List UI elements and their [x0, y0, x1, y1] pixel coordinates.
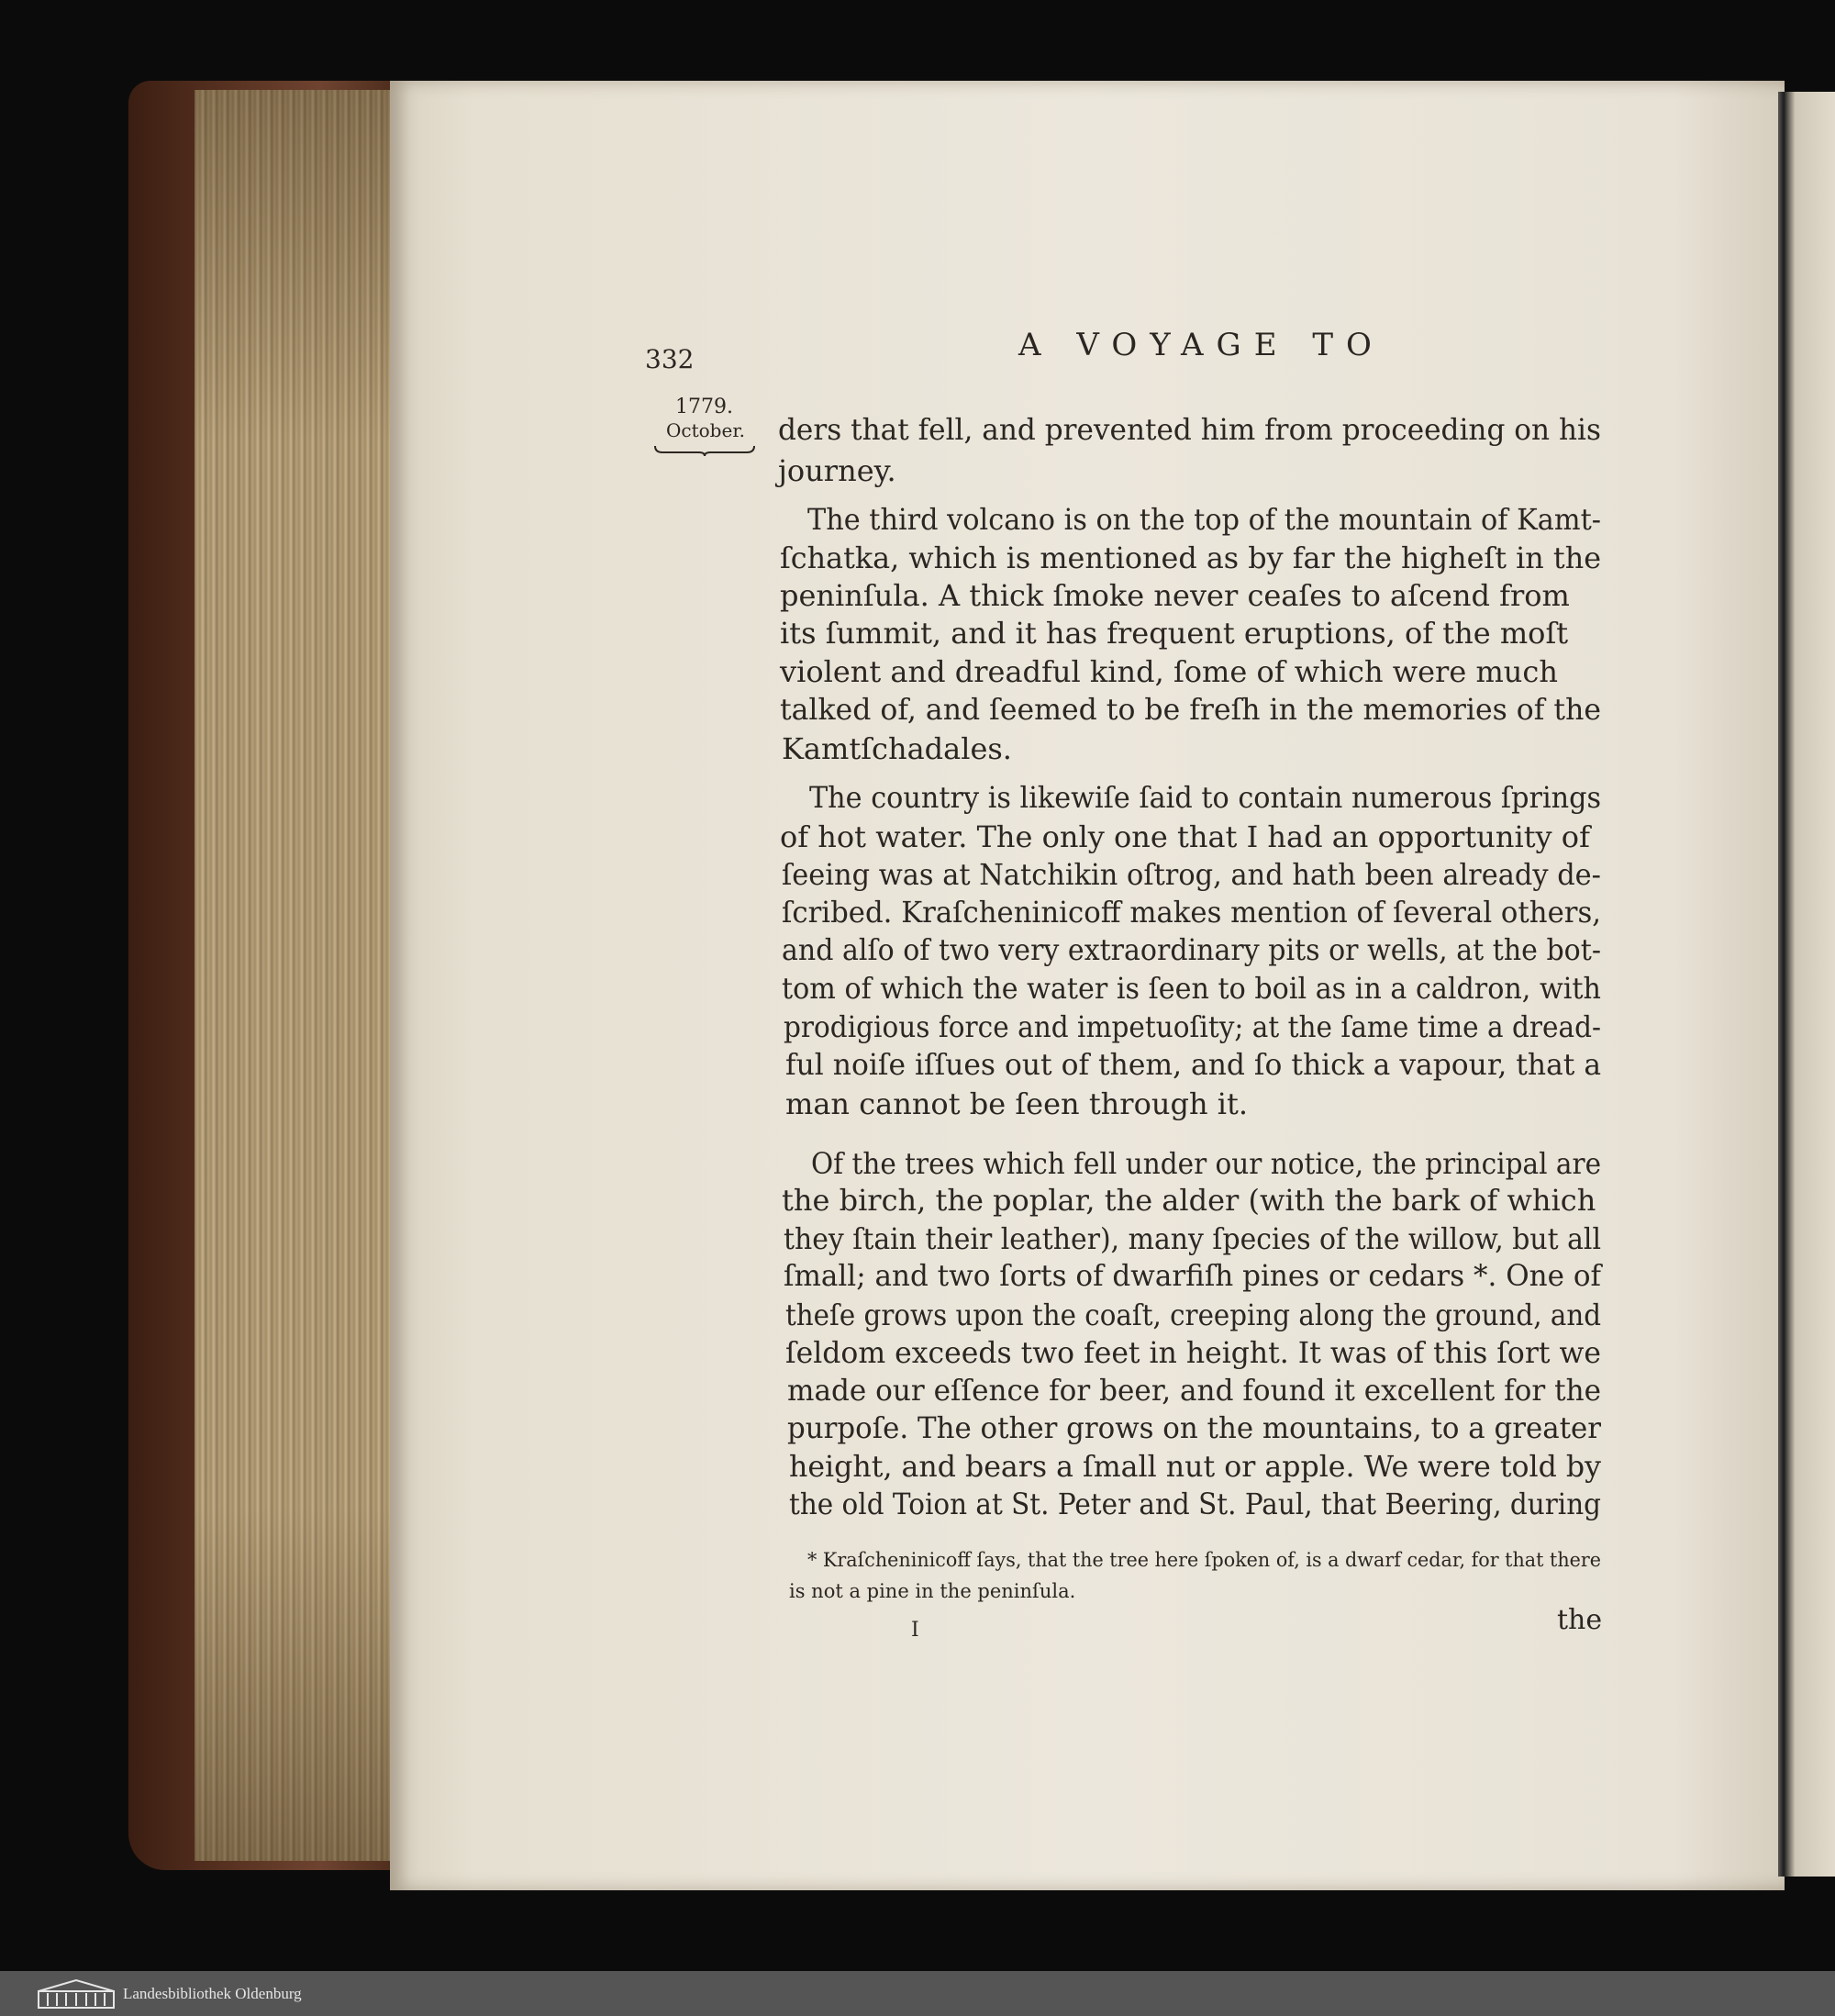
body-line: talked of, and ſeemed to be freſh in the memories of the [780, 692, 1602, 727]
body-line: its ſummit, and it has frequent eruptions, of the moſt [780, 616, 1569, 651]
body-line: ſchatka, which is mentioned as by far the higheſt in the [780, 540, 1602, 575]
page-number: 332 [645, 344, 695, 374]
body-line: Of the trees which fell under our notice, the principal are [811, 1146, 1602, 1181]
facing-page-edge [1778, 92, 1835, 1877]
body-line: they ſtain their leather), many ſpecies of the willow, but all [784, 1221, 1602, 1256]
body-line: tom of which the water is ſeen to boil as in a caldron, with [782, 971, 1601, 1006]
body-line: height, and bears a ſmall nut or apple. We were told by [789, 1449, 1602, 1484]
body-line: purpoſe. The other grows on the mountains, to a greater [787, 1410, 1602, 1445]
viewer-footer [0, 1971, 1835, 2016]
body-line: theſe grows upon the coaſt, creeping along the ground, and [785, 1298, 1601, 1332]
body-line: peninſula. A thick ſmoke never ceaſes to aſcend from [780, 578, 1570, 613]
body-line: the old Toion at St. Peter and St. Paul, that Beering, during [789, 1487, 1601, 1521]
signature-mark: I [911, 1619, 919, 1642]
body-line: the birch, the poplar, the alder (with the bark of which [782, 1183, 1596, 1218]
marginal-brace-icon [653, 444, 756, 457]
body-line: The third volcano is on the top of the mountain of Kamt- [807, 502, 1601, 537]
marginal-note-year: 1779. [675, 395, 733, 418]
body-line: prodigious force and impetuoſity; at the ſame time a dread- [784, 1009, 1601, 1044]
body-line: violent and dreadful kind, ſome of which were much [780, 654, 1558, 689]
library-name: Landesbibliothek Oldenburg [123, 1984, 302, 2002]
library-building-icon [37, 1978, 116, 2010]
footnote-line: is not a pine in the peninſula. [789, 1580, 1076, 1602]
body-line: ders that fell, and prevented him from proceeding on his [778, 412, 1601, 447]
body-line: The country is likewiſe ſaid to contain numerous ſprings [809, 780, 1602, 815]
body-line: made our eſſence for beer, and found it excellent for the [787, 1373, 1601, 1408]
catchword: the [1557, 1604, 1603, 1636]
footnote-line: * Kraſcheninicoff ſays, that the tree here ſpoken of, is a dwarf cedar, for that there [807, 1549, 1602, 1571]
marginal-note-month: October. [666, 419, 746, 441]
body-line: ſcribed. Kraſcheninicoff makes mention of ſeveral others, [782, 895, 1601, 930]
body-line: ſeldom exceeds two feet in height. It was of this ſort we [785, 1335, 1602, 1370]
body-line: man cannot be ſeen through it. [785, 1086, 1248, 1121]
body-line: Kamtſchadales. [782, 731, 1012, 766]
body-line: ful noiſe iſſues out of them, and ſo thick a vapour, that a [785, 1047, 1602, 1082]
body-line: of hot water. The only one that I had an opportunity of [780, 819, 1590, 854]
body-line: ſmall; and two ſorts of dwarfiſh pines or cedars *. One of [784, 1258, 1601, 1293]
body-line: and alſo of two very extraordinary pits or wells, at the bot- [782, 932, 1601, 967]
body-line: ſeeing was at Natchikin oſtrog, and hath been already de- [782, 857, 1601, 892]
running-title: A VOYAGE TO [1018, 327, 1385, 363]
body-line: journey. [778, 453, 896, 488]
page-edges [195, 90, 396, 1861]
